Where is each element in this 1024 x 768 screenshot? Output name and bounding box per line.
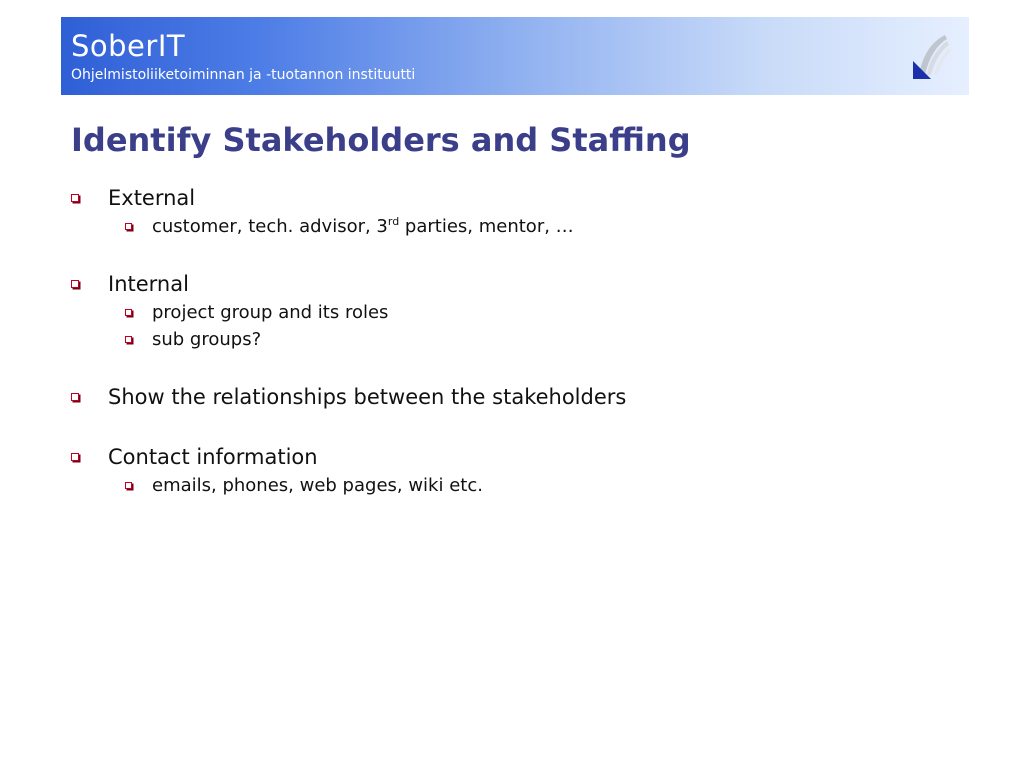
header-banner [61, 17, 969, 95]
slide-title: Identify Stakeholders and Staffing [71, 121, 691, 159]
sub-bullet-text: project group and its roles [152, 302, 389, 323]
sub-bullet-contact-channels [125, 475, 483, 496]
bullet-internal [71, 272, 189, 296]
brand-name: SoberIT [71, 29, 186, 63]
sub-bullet-text: sub groups? [152, 329, 262, 350]
sub-bullet-external-parties [125, 216, 574, 237]
sub-bullet-text: emails, phones, web pages, wiki etc. [152, 475, 483, 496]
sail-logo-icon [911, 31, 951, 83]
sub-bullet-project-group [125, 302, 388, 323]
bullet-text: Contact information [108, 445, 318, 469]
bullet-marker-icon [71, 453, 79, 461]
bullet-marker-icon [71, 393, 79, 401]
bullet-marker-icon [71, 194, 79, 202]
sub-bullet-text-post: parties, mentor, … [399, 216, 574, 237]
bullet-text: Show the relationships between the stakeholders [108, 385, 627, 409]
bullet-text: Internal [108, 272, 189, 296]
sub-bullet-text-pre: customer, tech. advisor, 3 [152, 216, 388, 237]
sub-bullet-sub-groups [125, 329, 261, 350]
bullet-relationships [71, 385, 626, 409]
bullet-marker-icon [125, 309, 132, 316]
bullet-marker-icon [125, 336, 132, 343]
bullet-contact-information [71, 445, 318, 469]
bullet-text: External [108, 186, 196, 210]
bullet-marker-icon [125, 223, 132, 230]
bullet-external [71, 186, 195, 210]
brand-subtitle: Ohjelmistoliiketoiminnan ja -tuotannon instituutti [71, 67, 416, 83]
bullet-marker-icon [71, 280, 79, 288]
sub-bullet-text [152, 216, 574, 237]
ordinal-suffix: rd [387, 215, 400, 228]
bullet-marker-icon [125, 482, 132, 489]
